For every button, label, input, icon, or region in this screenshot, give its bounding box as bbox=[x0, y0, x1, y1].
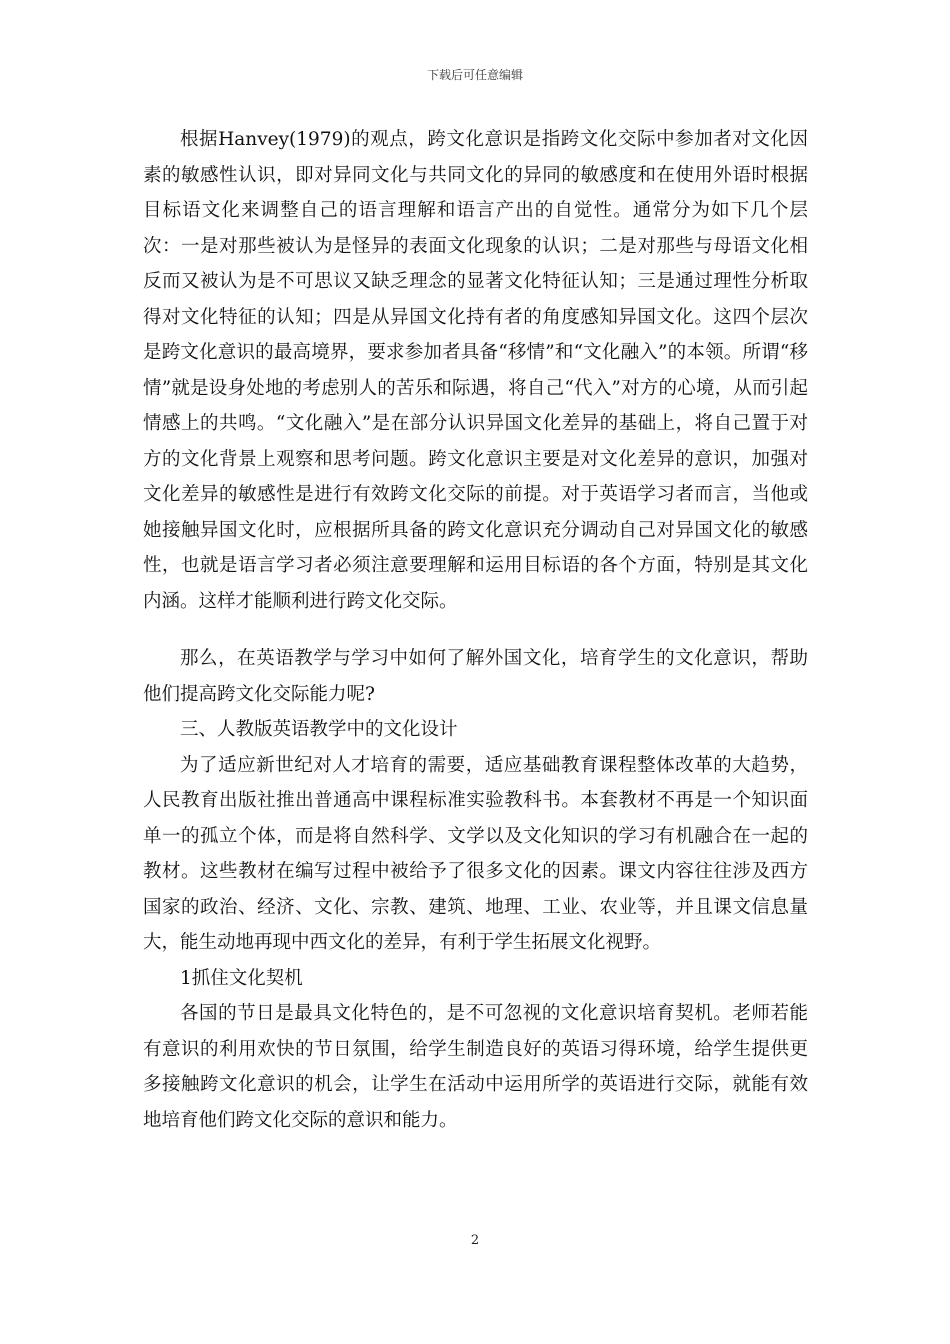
document-body bbox=[143, 122, 808, 1138]
paragraph-textbook-design: 为了适应新世纪对人才培育的需要，适应基础教育课程整体改革的大趋势，人民教育出版社推出普通高中课程标准实验教科书。本套教材不再是一个知识面单一的孤立个体，而是将自然科学、文学以及文化知识的学习有机融合在一起的教材。这些教材在编写过程中被给予了很多文化的因素。课文内容往往涉及西方国家的政治、经济、文化、宗教、建筑、地理、工业、农业等，并且课文信息量大，能生动地再现中西文化的差异，有利于学生拓展文化视野。 bbox=[143, 754, 808, 953]
page-header: 下载后可任意编辑 bbox=[426, 68, 523, 82]
section-heading: 三、人教版英语教学中的文化设计 bbox=[180, 719, 458, 740]
page-number: 2 bbox=[470, 1233, 480, 1248]
paragraph-hanvey-definition: 根据Hanvey(1979)的观点，跨文化意识是指跨文化交际中参加者对文化因素的敏感性认识，即对异同文化与共同文化的异同的敏感度和在使用外语时根据目标语文化来调整自己的语言理解和语言产出的自觉性。通常分为如下几个层次：一是对那些被认为是怪异的表面文化现象的认识；二是对那些与母语文化相反而又被认为是不可思议又缺乏理念的显著文化特征认知；三是通过理性分析取得对文化特征的认知；四是从异国文化持有者的角度感知异国文化。这四个层次是跨文化意识的最高境界，要求参加者具备“移情”和“文化融入”的本领。所谓“移情”就是设身处地的考虑别人的苦乐和际遇，将自己“代入”对方的心境，从而引起情感上的共鸣。“文化融入”是在部分认识异国文化差异的基础上，将自己置于对方的文化背景上观察和思考问题。跨文化意识主要是对文化差异的意识，加强对文化差异的敏感性是进行有效跨文化交际的前提。对于英语学习者而言，当他或她接触异国文化时，应根据所具备的跨文化意识充分调动自己对异国文化的敏感性，也就是语言学习者必须注意要理解和运用目标语的各个方面，特别是其文化内涵。这样才能顺利进行跨文化交际。 bbox=[143, 129, 808, 612]
subsection-heading: 1抓住文化契机 bbox=[180, 967, 303, 989]
paragraph-festivals: 各国的节日是最具文化特色的，是不可忽视的文化意识培育契机。老师若能有意识的利用欢快的节日氛围，给学生制造良好的英语习得环境，给学生提供更多接触跨文化意识的机会，让学生在活动中运用所学的英语进行交际，就能有效地培育他们跨文化交际的意识和能力。 bbox=[143, 1003, 808, 1131]
paragraph-question: 那么，在英语教学与学习中如何了解外国文化，培育学生的文化意识，帮助他们提高跨文化交际能力呢? bbox=[143, 648, 808, 705]
